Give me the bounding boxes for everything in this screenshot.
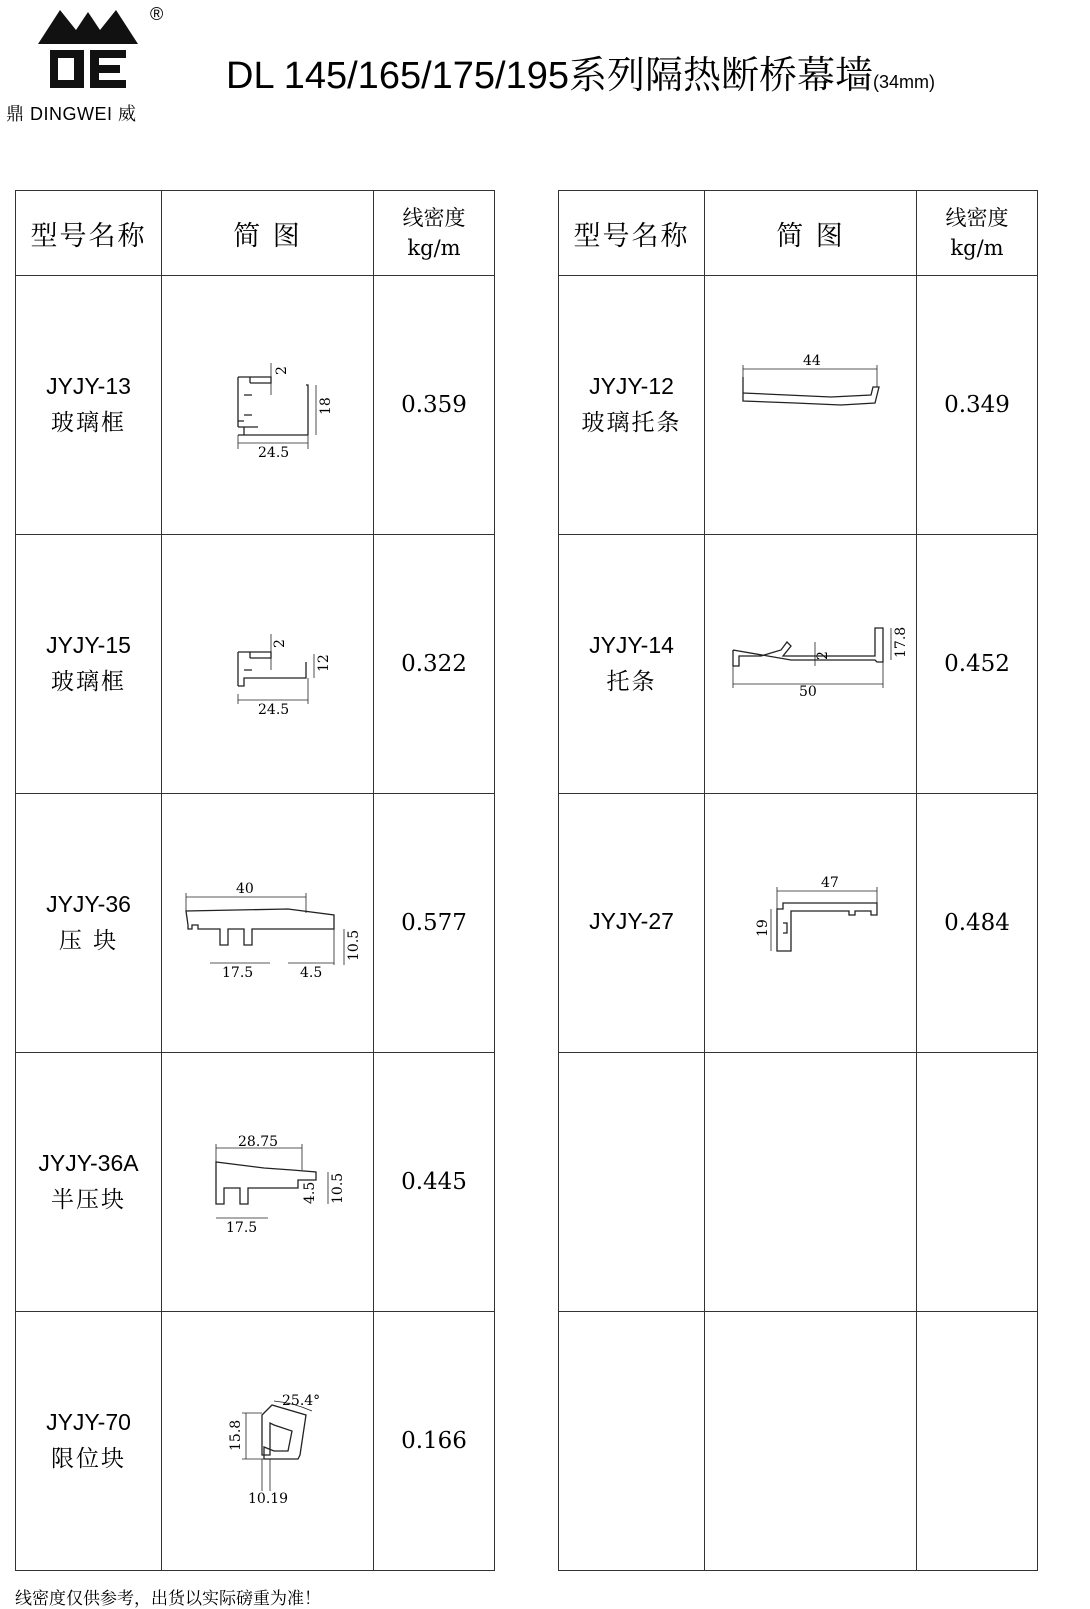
table-row xyxy=(559,276,1038,535)
document-title-main: DL 145/165/175/195系列隔热断桥幕墙 xyxy=(226,55,874,97)
brand-name: 鼎 DINGWEI 威 xyxy=(6,104,137,124)
model-cell xyxy=(16,1312,162,1571)
dim-gap: 2 xyxy=(814,651,831,660)
header-sketch: 简 图 xyxy=(162,191,374,276)
sketch-cell xyxy=(162,1053,374,1312)
sketch-cell xyxy=(162,535,374,794)
table-row xyxy=(559,1053,1038,1312)
profile-sketch-jyjy12 xyxy=(711,335,911,475)
dim-height: 10.5 xyxy=(345,929,362,961)
model-cell xyxy=(559,1312,705,1571)
profile-table-right xyxy=(558,190,1038,1571)
table-row xyxy=(559,794,1038,1053)
dim-height: 19 xyxy=(754,919,771,937)
dim-gap: 2 xyxy=(273,366,290,375)
sketch-cell xyxy=(162,276,374,535)
header-density-label: 线密度 xyxy=(402,206,466,230)
registered-mark: ® xyxy=(150,4,164,24)
footnote: 线密度仅供参考，出货以实际磅重为准！ xyxy=(15,1589,321,1609)
model-code: JYJY-70 xyxy=(46,1409,131,1435)
dim-bottom: 17.5 xyxy=(225,1220,257,1236)
profile-sketch-jyjy27 xyxy=(711,853,911,993)
model-cell xyxy=(16,794,162,1053)
header-sketch: 简 图 xyxy=(705,191,917,276)
dim-lip: 4.5 xyxy=(301,1181,318,1204)
header-density-label: 线密度 xyxy=(945,206,1009,230)
profile-sketch-jyjy36 xyxy=(168,853,368,993)
header-model: 型号名称 xyxy=(559,191,705,276)
header-density-unit: kg/m xyxy=(950,236,1004,260)
model-code: JYJY-36 xyxy=(46,891,131,917)
profile-sketch-jyjy13 xyxy=(178,335,358,475)
dim-width: 10.19 xyxy=(247,1491,288,1507)
dim-width: 44 xyxy=(802,353,821,369)
table-row xyxy=(559,535,1038,794)
dim-width: 50 xyxy=(798,684,817,700)
model-name: 半压块 xyxy=(51,1187,126,1213)
table-row xyxy=(16,276,495,535)
profile-sketch-jyjy15 xyxy=(178,594,358,734)
model-code: JYJY-27 xyxy=(589,907,674,934)
model-name: 限位块 xyxy=(51,1446,126,1472)
model-cell xyxy=(559,535,705,794)
sketch-cell xyxy=(705,794,917,1053)
model-code: JYJY-13 xyxy=(46,373,131,399)
weight-cell: 0.445 xyxy=(374,1053,495,1312)
weight-cell: 0.359 xyxy=(374,276,495,535)
table-row xyxy=(16,794,495,1053)
dim-height: 18 xyxy=(317,397,334,415)
dim-height: 17.8 xyxy=(892,626,909,658)
profile-table-left xyxy=(15,190,495,1571)
model-name: 托条 xyxy=(606,669,657,695)
sketch-cell xyxy=(705,1053,917,1312)
header-density xyxy=(917,191,1038,276)
sketch-cell xyxy=(162,794,374,1053)
model-cell xyxy=(16,535,162,794)
dim-width: 28.75 xyxy=(237,1134,278,1150)
document-title xyxy=(226,44,935,99)
sketch-cell xyxy=(705,276,917,535)
model-cell xyxy=(559,276,705,535)
table-row xyxy=(16,1312,495,1571)
dim-gap: 2 xyxy=(271,639,288,648)
weight-cell xyxy=(917,1053,1038,1312)
weight-cell: 0.166 xyxy=(374,1312,495,1571)
model-code: JYJY-12 xyxy=(589,373,674,399)
model-code: JYJY-15 xyxy=(46,632,131,658)
weight-cell: 0.349 xyxy=(917,276,1038,535)
table-header-row xyxy=(16,191,495,276)
dim-angle: 25.4° xyxy=(281,1393,320,1409)
sketch-cell xyxy=(705,1312,917,1571)
dim-height: 10.5 xyxy=(329,1172,346,1204)
header-density-unit: kg/m xyxy=(407,236,461,260)
table-row xyxy=(16,535,495,794)
dim-bottom-right: 4.5 xyxy=(299,965,322,981)
weight-cell: 0.322 xyxy=(374,535,495,794)
weight-cell: 0.452 xyxy=(917,535,1038,794)
dim-width: 24.5 xyxy=(257,445,289,461)
dim-width: 47 xyxy=(820,875,839,891)
model-cell xyxy=(16,1053,162,1312)
weight-cell xyxy=(917,1312,1038,1571)
dim-width: 24.5 xyxy=(257,702,289,718)
brand-logo xyxy=(0,0,180,130)
model-code: JYJY-36A xyxy=(38,1150,139,1176)
model-cell xyxy=(16,276,162,535)
dim-height: 15.8 xyxy=(227,1419,244,1451)
model-code: JYJY-14 xyxy=(589,632,674,658)
sketch-cell xyxy=(705,535,917,794)
profile-sketch-jyjy36a xyxy=(168,1112,368,1252)
model-name: 玻璃框 xyxy=(51,669,126,695)
model-name: 玻璃托条 xyxy=(581,410,682,436)
model-cell xyxy=(559,1053,705,1312)
header-density xyxy=(374,191,495,276)
profile-sketch-jyjy14 xyxy=(711,594,911,734)
dim-height: 12 xyxy=(315,654,332,672)
table-row xyxy=(559,1312,1038,1571)
profile-sketch-jyjy70 xyxy=(178,1371,358,1511)
model-name: 压 块 xyxy=(58,928,119,954)
sketch-cell xyxy=(162,1312,374,1571)
model-name: 玻璃框 xyxy=(51,410,126,436)
weight-cell: 0.484 xyxy=(917,794,1038,1053)
dim-bottom-left: 17.5 xyxy=(221,965,253,981)
table-row xyxy=(16,1053,495,1312)
dim-width: 40 xyxy=(235,881,254,897)
table-header-row xyxy=(559,191,1038,276)
document-title-suffix: (34mm) xyxy=(873,72,936,92)
header-model: 型号名称 xyxy=(16,191,162,276)
dingwei-logo-icon xyxy=(38,6,138,92)
weight-cell: 0.577 xyxy=(374,794,495,1053)
model-cell xyxy=(559,794,705,1053)
